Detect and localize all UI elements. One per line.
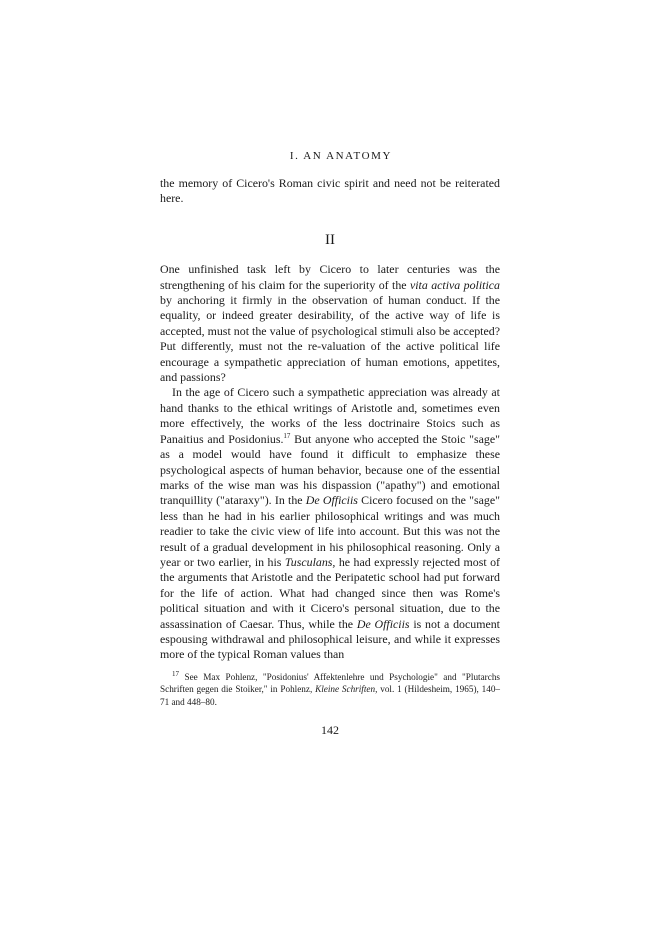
body-text	[160, 176, 500, 663]
carryover-paragraph: the memory of Cicero's Roman civic spirit and need not be reiterated here.	[160, 176, 500, 206]
running-head: I. AN ANATOMY	[289, 150, 393, 162]
section-number: II	[325, 231, 335, 248]
italic-title: Tusculans,	[284, 554, 336, 569]
paragraph-1: One unfinished task left by Cicero to later centuries was the strengthening of his claim for the superiority of the vita activa politica by anchoring it firmly in the observation of human conduct. If the equality, or indeed greater desirability, of the active way of life is accepted, must not the value of psychological stimuli also be accepted? Put differently, must not the re-valuation of the active political life encourage a sympathetic appreciation of human emotions, appetites, and passions?	[160, 262, 500, 385]
italic-title: De Officiis	[356, 616, 410, 631]
footnote-area	[160, 671, 500, 709]
paragraph-2: In the age of Cicero such a sympathetic appreciation was already at hand thanks to the ethical writings of Aristotle and, sometimes even more effectively, the works of the less doctrinaire Stoics such as Panaitius and Posidonius.$^{17}$ But anyone who accepted the Stoic "sage" as a model would have found it difficult to emphasize these psychological aspects of human behavior, because one of the essential marks of the wise man was his dispassion ("apathy") and emotional tranquillity ("ataraxy"). In the De Officiis Cicero focused on the "sage" less than he had in his earlier philosophical writings and was much readier to take the civic view of life into account. But this was not the result of a gradual development in his philosophical reasoning. Only a year or two earlier, in his Tusculans, he had expressly rejected most of the arguments that Aristotle and the Peripatetic school had put forward for the life of action. What had changed since then was Rome's political situation and with it Cicero's personal situation, due to the assassination of Caesar. Thus, while the De Officiis is not a document espousing withdrawal and philosophical leisure, and while it expresses more of the typical Roman values than	[160, 385, 500, 662]
footnote-17: $^{17}$ See Max Pohlenz, "Posidonius' Affektenlehre und Psychologie" and "Plutarchs Schriften gegen die Stoiker," in Pohlenz, Kleine Schriften, vol. 1 (Hildesheim, 1965), 140–71 and 448–80.	[160, 669, 501, 707]
book-page	[160, 150, 500, 738]
footnote-ref: 17	[283, 431, 291, 440]
footnote-number: 17	[172, 669, 179, 678]
italic-term: vita activa politica	[409, 277, 500, 292]
page-number: 142	[321, 722, 339, 737]
italic-title: De Officiis	[305, 493, 358, 508]
italic-title: Kleine Schriften,	[315, 684, 378, 695]
